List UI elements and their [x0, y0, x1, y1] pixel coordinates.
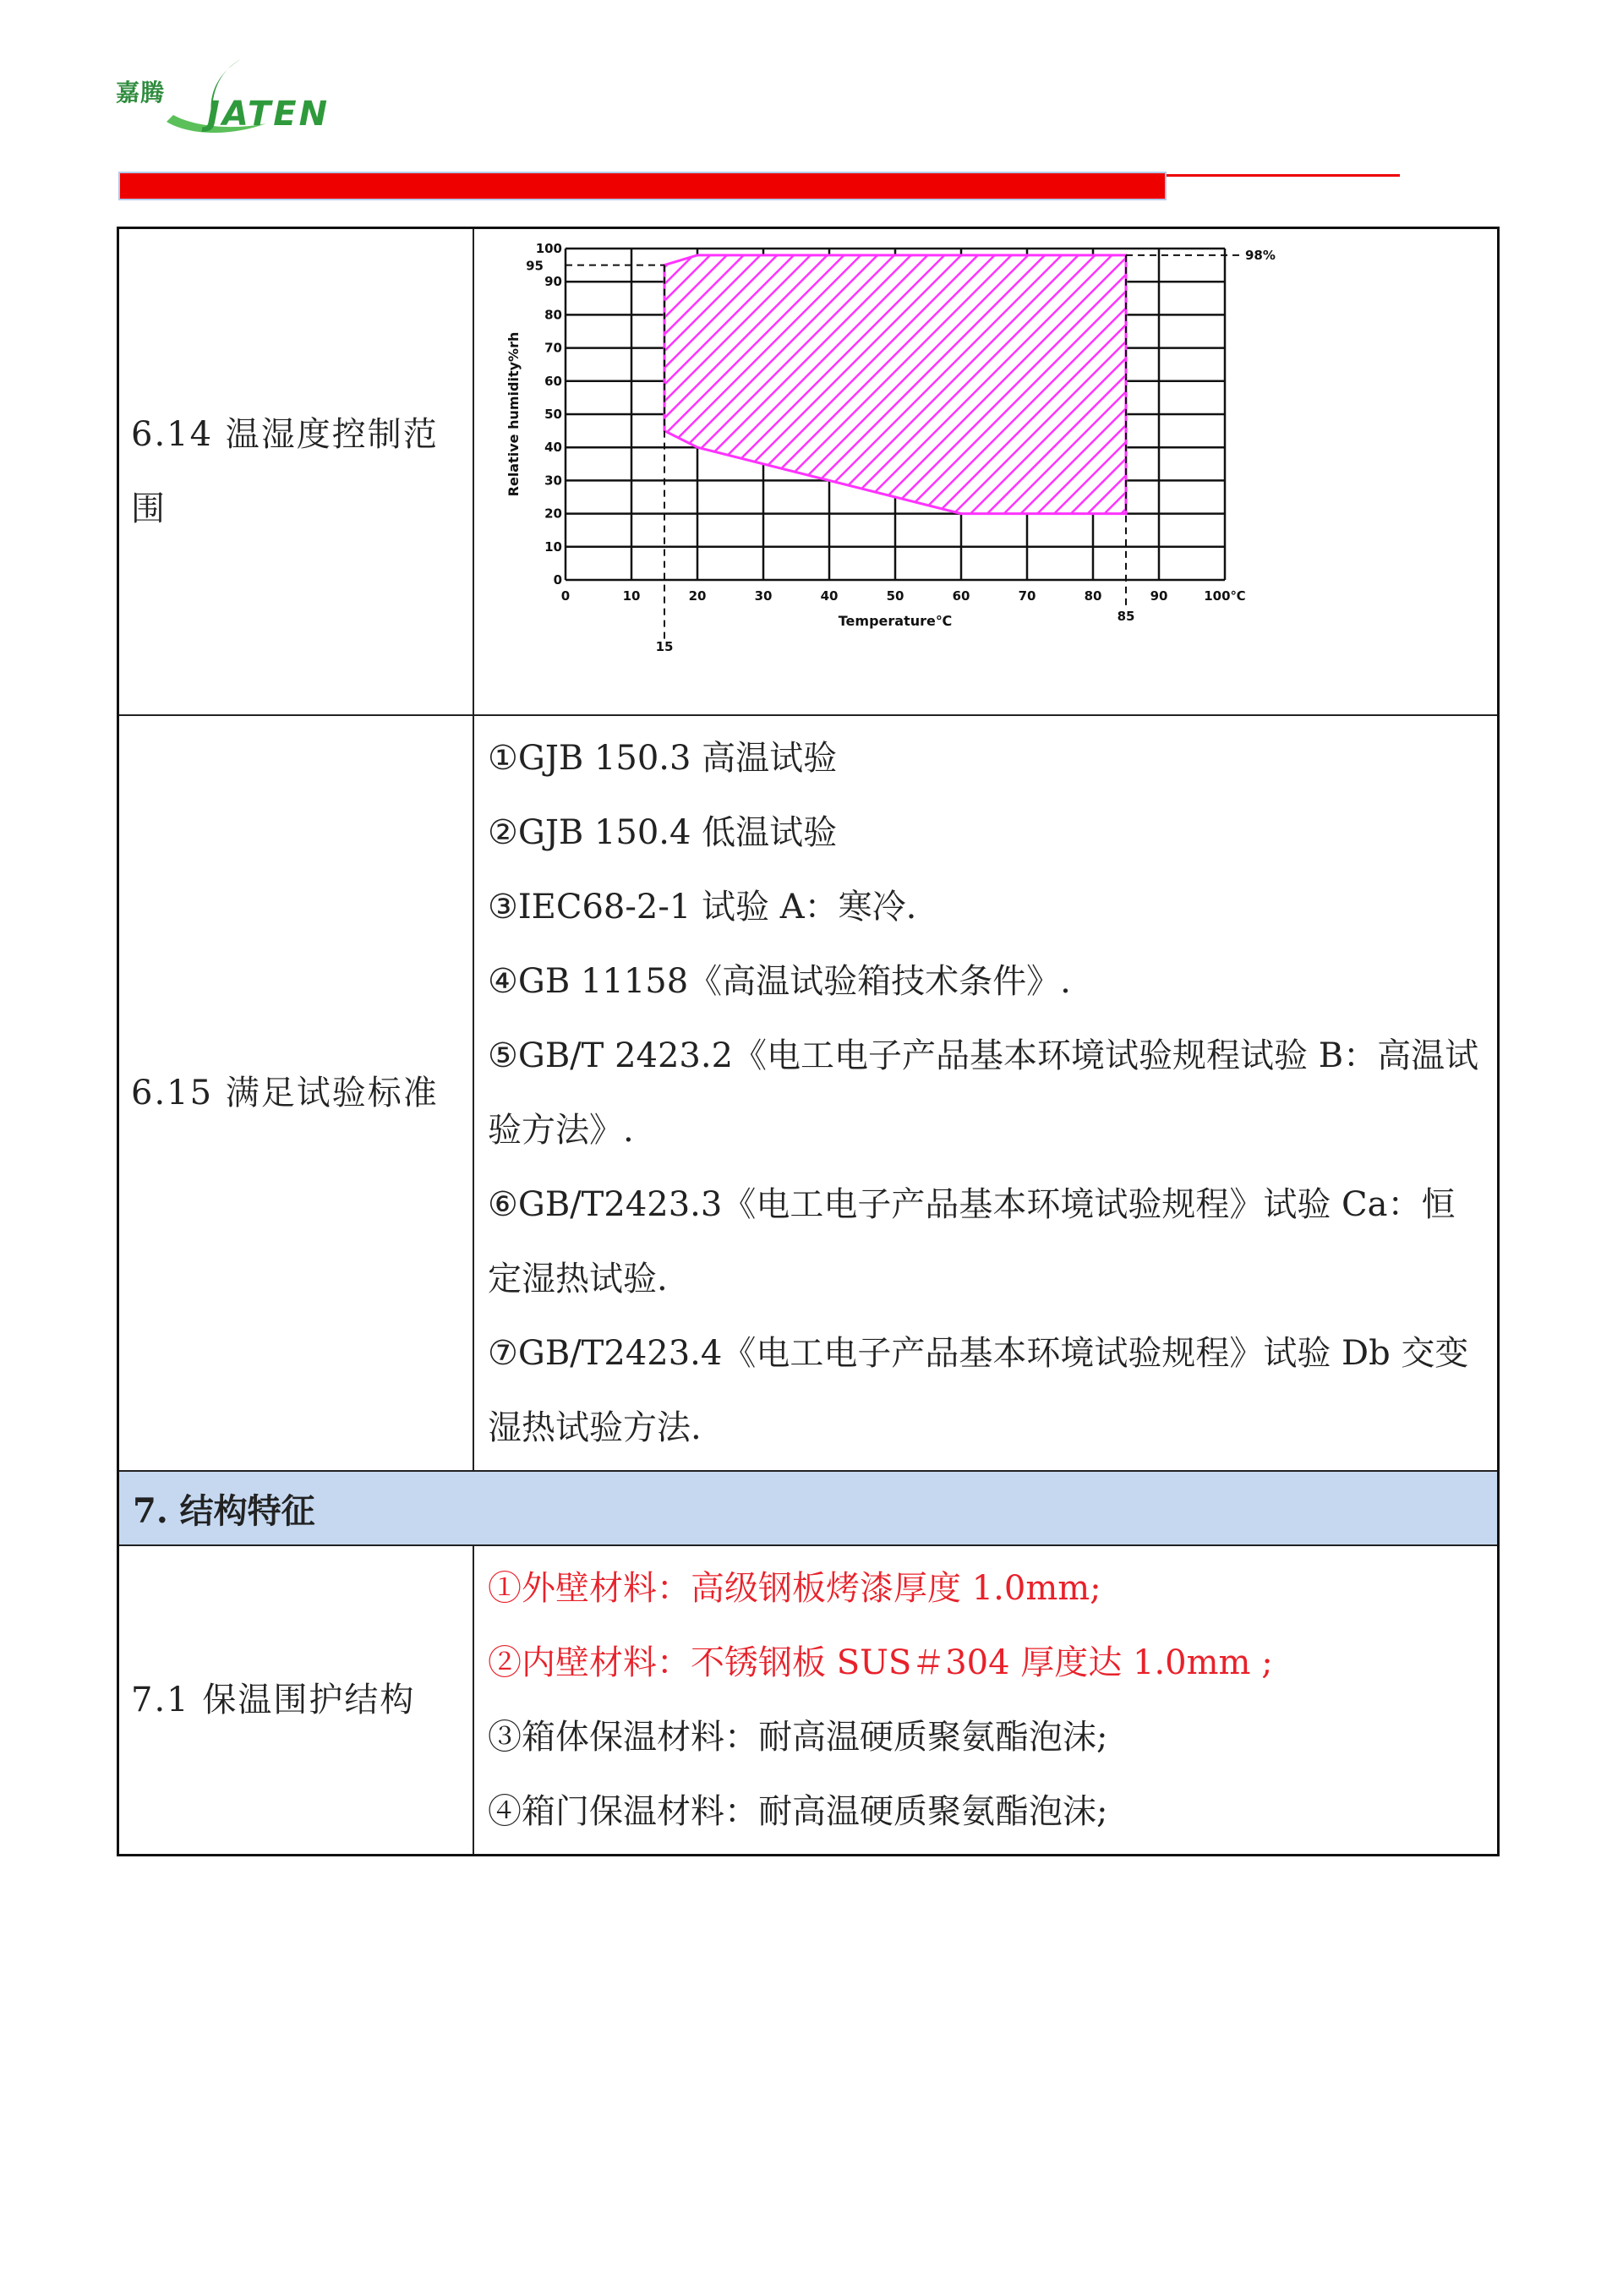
x-tick-label: 30 [754, 588, 773, 604]
table-row [118, 715, 1499, 1471]
humidity-temperature-chart [488, 241, 1276, 698]
x-axis-label: Temperature℃ [838, 613, 953, 629]
table-row [118, 1545, 1499, 1856]
structure-list [473, 1545, 1499, 1856]
y-tick-label: 10 [544, 538, 562, 555]
y-tick-label: 60 [544, 373, 562, 389]
x-tick-label: 60 [952, 588, 970, 604]
x-tick-label: 100℃ [1204, 588, 1246, 604]
list-item: ①外壁材料：高级钢板烤漆厚度 1.0mm; [488, 1569, 1101, 1608]
section-title: 7. 结构特征 [118, 1471, 1499, 1545]
x-tick-label: 50 [886, 588, 904, 604]
company-logo [114, 56, 334, 140]
y-tick-label: 20 [544, 506, 562, 522]
x-tick-label: 40 [820, 588, 839, 604]
x-label-85: 85 [1117, 609, 1135, 624]
list-item: ⑦GB/T2423.4《电工电子产品基本环境试验规程》试验 Db 交变湿热试验方法. [488, 1334, 1469, 1447]
list-item: ①GJB 150.3 高温试验 [488, 739, 838, 778]
list-item: ③IEC68-2-1 试验 A：寒冷. [488, 888, 917, 927]
y-tick-label: 50 [544, 407, 562, 422]
y-tick-label: 80 [544, 307, 562, 323]
y-tick-label: 70 [544, 340, 562, 356]
x-tick-label: 80 [1084, 588, 1102, 604]
operating-region [664, 255, 1126, 514]
label-98-percent: 98% [1245, 247, 1276, 263]
x-tick-label: 0 [560, 588, 571, 604]
header-red-bar [118, 172, 1167, 200]
logo-chinese-text: 嘉腾 [116, 79, 166, 107]
y-axis-label: Relative humidity%rh [505, 331, 522, 497]
spec-table [117, 227, 1500, 1856]
list-item: ②内壁材料：不锈钢板 SUS＃304 厚度达 1.0mm ; [488, 1643, 1273, 1682]
logo-english-text: JATEN [207, 95, 331, 134]
y-tick-label: 40 [544, 440, 562, 456]
y-tick-label: 30 [544, 473, 562, 489]
section-header-row [118, 1471, 1499, 1545]
x-tick-label: 70 [1018, 588, 1036, 604]
list-item: ⑤GB/T 2423.2《电工电子产品基本环境试验规程试验 B：高温试验方法》. [488, 1036, 1479, 1150]
chart-cell [473, 228, 1499, 716]
row-label-6-14: 6.14 温湿度控制范围 [118, 228, 474, 716]
list-item: ③箱体保温材料：耐高温硬质聚氨酯泡沫; [488, 1718, 1108, 1757]
x-tick-label: 10 [622, 588, 641, 604]
list-item: ⑥GB/T2423.3《电工电子产品基本环境试验规程》试验 Ca：恒定湿热试验. [488, 1185, 1456, 1298]
standards-list [473, 715, 1499, 1471]
list-item: ④箱门保温材料：耐高温硬质聚氨酯泡沫; [488, 1792, 1108, 1831]
list-item: ②GJB 150.4 低温试验 [488, 813, 838, 852]
row-label-7-1: 7.1 保温围护结构 [118, 1545, 474, 1856]
x-tick-label: 90 [1150, 588, 1168, 604]
y-tick-label: 0 [553, 572, 562, 588]
y-label-95: 95 [526, 258, 544, 274]
header-red-line [1167, 174, 1400, 177]
table-row [118, 228, 1499, 716]
y-tick-label: 100 [535, 241, 562, 256]
x-label-15: 15 [655, 639, 674, 654]
row-label-6-15: 6.15 满足试验标准 [118, 715, 474, 1471]
list-item: ④GB 11158《高温试验箱技术条件》. [488, 962, 1071, 1001]
x-tick-label: 20 [688, 588, 707, 604]
y-tick-label: 90 [544, 274, 562, 290]
